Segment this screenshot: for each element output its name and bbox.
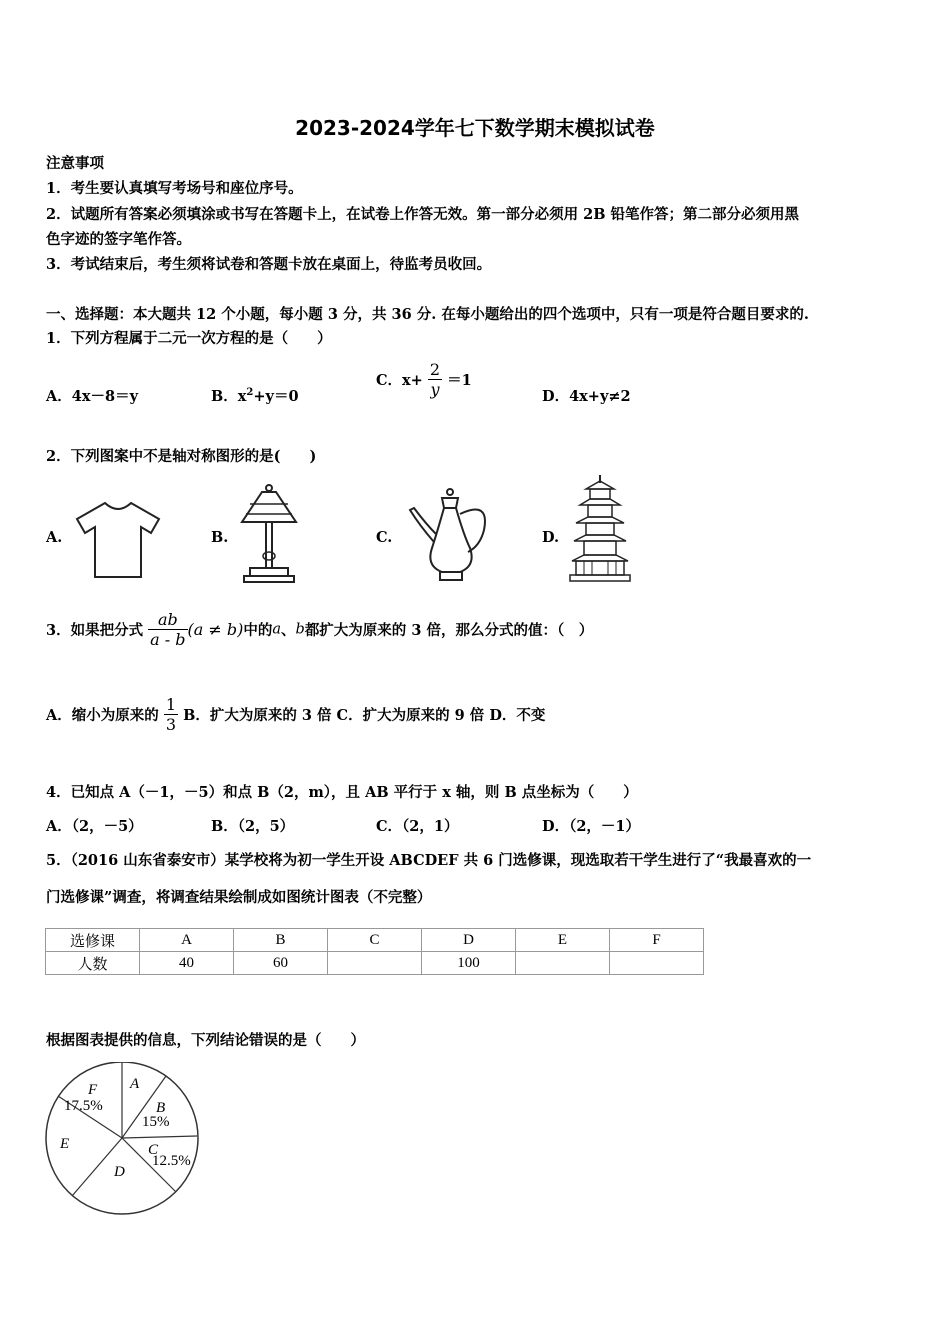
q4-option-b: B．（2，5） <box>211 818 295 835</box>
teapot-icon <box>406 486 492 582</box>
q1-option-b: B．$x^2+y=0$ <box>211 387 299 405</box>
table-cell: B <box>234 929 328 952</box>
q1-stem: 1．下列方程属于二元一次方程的是（ ） <box>46 330 332 347</box>
table-cell: D <box>422 929 516 952</box>
q2-label-b: B. <box>211 529 229 546</box>
q2-label-c: C. <box>376 529 393 546</box>
notice-line-2b: 色字迹的签字笔作答。 <box>46 231 191 248</box>
q5-line-2: 门选修课”调查，将调查结果绘制成如图统计图表（不完整） <box>46 889 432 906</box>
q3-options: A．缩小为原来的 $\frac{1}{3}$ B．扩大为原来的 3 倍 C．扩大为原来的 9 倍 D．不变 <box>46 695 546 734</box>
pie-label-a: A <box>130 1076 140 1092</box>
q4-option-a: A．（2，－5） <box>46 818 143 835</box>
q2-label-d: D. <box>542 529 560 546</box>
notice-heading: 注意事项 <box>46 155 104 172</box>
pie-chart <box>44 1062 204 1222</box>
pie-label-c: C <box>148 1142 159 1158</box>
q3-stem: 3．如果把分式 $\frac{ab}{a - b}$ (a ≠ b)中的a、b都扩大为原来的 3 倍，那么分式的值：（ ） <box>46 610 594 649</box>
q4-option-c: C．（2，1） <box>376 818 459 835</box>
q4-option-d: D．（2，－1） <box>542 818 641 835</box>
pagoda-icon <box>568 475 632 583</box>
notice-line-2a: 2．试题所有答案必须填涂或书写在答题卡上，在试卷上作答无效。第一部分必须用 2B 铅笔作答；第二部分必须用黑 <box>46 206 800 223</box>
table-cell: F <box>610 929 704 952</box>
tshirt-icon <box>75 497 161 583</box>
q1-c-fraction: $\frac{2}{y}$ <box>429 360 441 399</box>
pie-label-b: B <box>156 1100 166 1116</box>
lamp-icon <box>238 482 302 584</box>
table-cell <box>610 952 704 975</box>
page-title: 2023-2024学年七下数学期末模拟试卷 <box>295 116 655 140</box>
q5-line-1: 5．（2016 山东省泰安市）某学校将为初一学生开设 ABCDEF 共 6 门选修课，现选取若干学生进行了“我最喜欢的一 <box>46 852 812 869</box>
q5-question: 根据图表提供的信息，下列结论错误的是（ ） <box>46 1032 365 1049</box>
table-cell <box>328 952 422 975</box>
table-cell: A <box>140 929 234 952</box>
q2-label-a: A. <box>46 529 63 546</box>
section-heading: 一、选择题：本大题共 12 个小题，每小题 3 分，共 36 分. 在每小题给出的四个选项中，只有一项是符合题目要求的. <box>46 306 809 323</box>
pie-label-e: E <box>60 1136 70 1152</box>
pie-percent-f: 17.5% <box>64 1098 103 1114</box>
notice-line-3: 3．考试结束后，考生须将试卷和答题卡放在桌面上，待监考员收回。 <box>46 256 492 273</box>
table-cell <box>516 952 610 975</box>
table-cell: 100 <box>422 952 516 975</box>
table-cell: 40 <box>140 952 234 975</box>
pie-label-d: D <box>114 1164 125 1180</box>
pie-percent-b: 15% <box>142 1114 170 1130</box>
q1-option-d: D．4x+y≠2 <box>542 388 631 405</box>
table-header-row <box>46 929 704 952</box>
table-cell: C <box>328 929 422 952</box>
q3-fraction: $\frac{ab}{a - b}$ <box>150 610 186 649</box>
q4-stem: 4．已知点 A（－1，－5）和点 B（2，m），且 AB 平行于 x 轴，则 B 点坐标为（ ） <box>46 784 638 801</box>
q1-option-c: C．x+ $\frac{2}{y}$ ＝1 <box>376 360 472 399</box>
table-row <box>46 952 704 975</box>
pie-percent-c: 12.5% <box>152 1153 191 1169</box>
q2-stem: 2．下列图案中不是轴对称图形的是( ) <box>46 448 317 465</box>
pie-label-f: F <box>88 1082 98 1098</box>
table-cell: 人数 <box>46 952 140 975</box>
pie-divider <box>122 1136 197 1138</box>
notice-line-1: 1．考生要认真填写考场号和座位序号。 <box>46 180 303 197</box>
survey-table <box>45 928 704 975</box>
q1-option-a: A．4x－8＝y <box>46 388 138 405</box>
q3-a-fraction: $\frac{1}{3}$ <box>165 695 176 734</box>
table-cell: 选修课 <box>46 929 140 952</box>
table-cell: 60 <box>234 952 328 975</box>
table-cell: E <box>516 929 610 952</box>
